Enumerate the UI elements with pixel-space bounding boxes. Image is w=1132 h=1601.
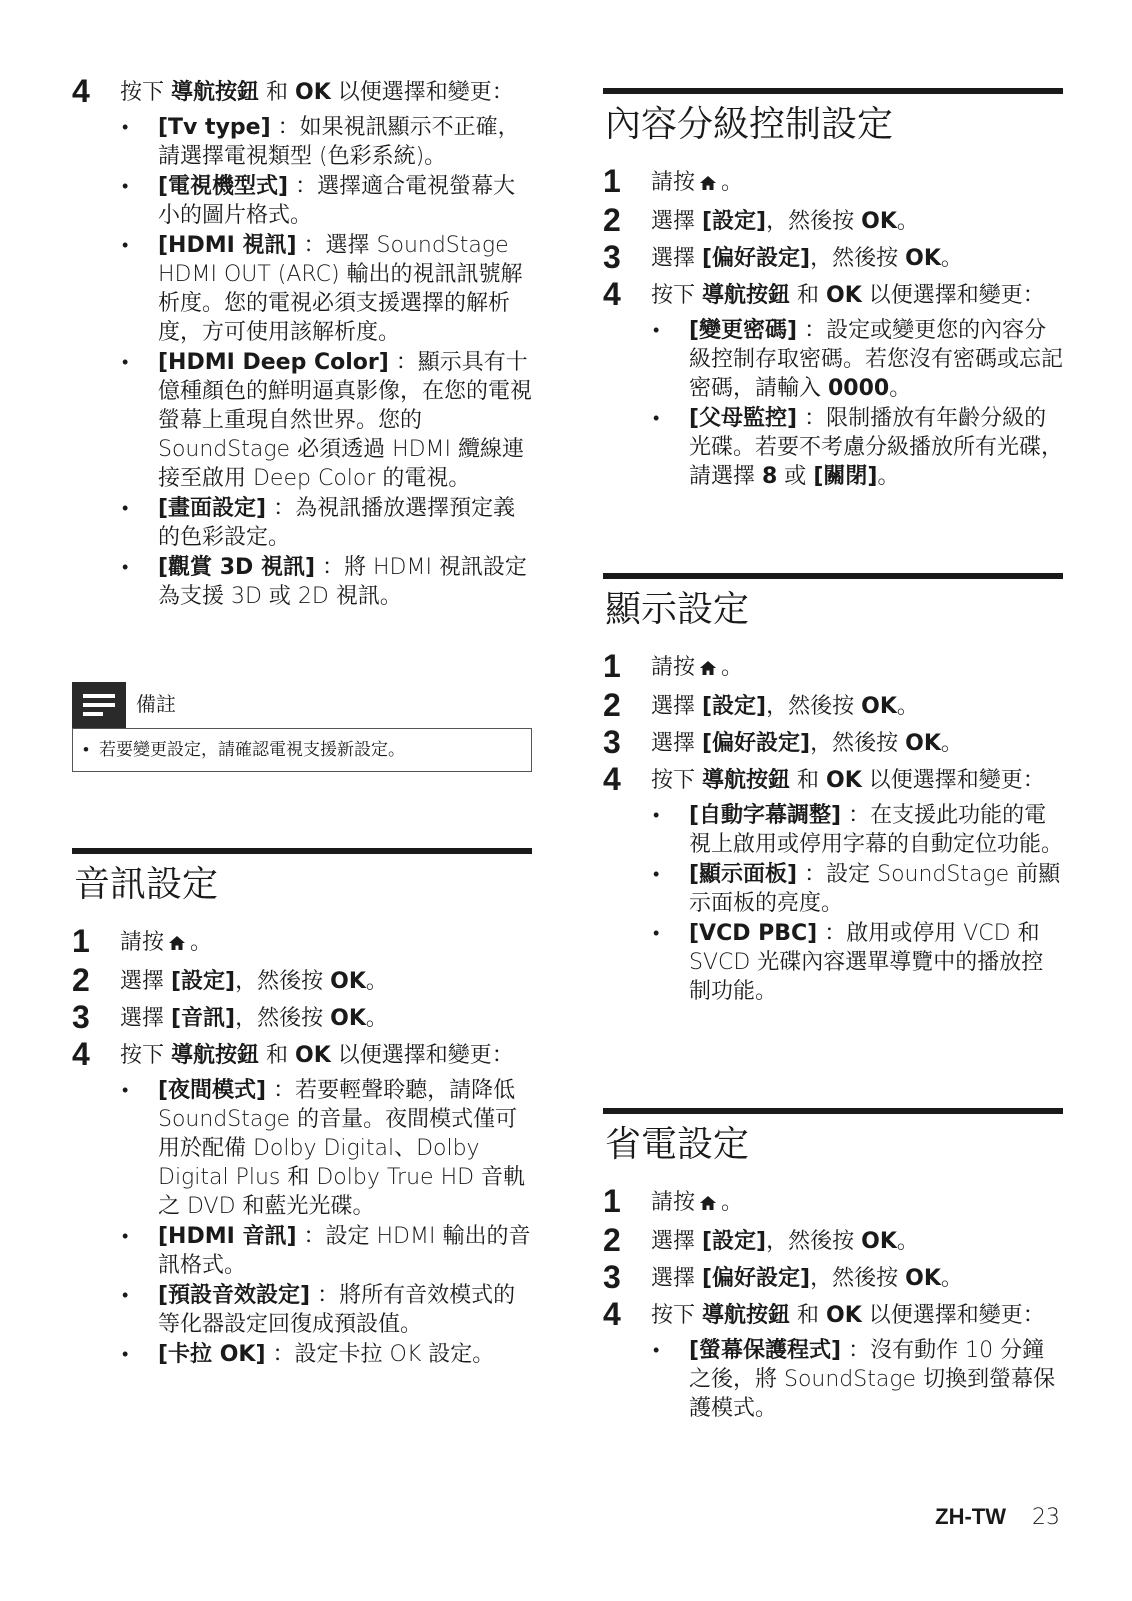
section-title: 音訊設定 xyxy=(74,864,219,905)
audio-settings-section xyxy=(72,848,532,1377)
list-item: • [電視機型式] ：選擇適合電視螢幕大小的圖片格式。 xyxy=(120,172,532,230)
power-saving-section xyxy=(603,1108,1063,1431)
home-icon xyxy=(699,655,717,684)
list-item: • [螢幕保護程式] ：沒有動作 10 分鐘之後，將 SoundStage 切換到螢幕保護模式。 xyxy=(651,1336,1063,1423)
section-divider xyxy=(603,573,1063,579)
step-1: 1 請按 。 xyxy=(603,648,744,684)
note-header xyxy=(72,682,532,728)
list-item: • [VCD PBC] ：啟用或停用 VCD 和 SVCD 光碟內容選單導覽中的播放控制功能。 xyxy=(651,919,1063,1006)
page-footer xyxy=(935,1503,1060,1532)
list-item: • [HDMI 音訊] ：設定 HDMI 輸出的音訊格式。 xyxy=(120,1222,532,1280)
list-item: • [預設音效設定] ：將所有音效模式的等化器設定回復成預設值。 xyxy=(120,1281,532,1339)
section-title: 顯示設定 xyxy=(605,589,750,630)
list-item: • [畫面設定] ：為視訊播放選擇預定義的色彩設定。 xyxy=(120,494,532,552)
list-item: • [夜間模式] ：若要輕聲聆聽，請降低 SoundStage 的音量。夜間模式僅可用於配備 Dolby Digital、Dolby Digital Plus 和 Dolby True HD 音軌之 DVD 和藍光光碟。 xyxy=(120,1076,532,1221)
step-4: 4 按下 導航按鈕 和 OK 以便選擇和變更： • [變更密碼] ：設定或變更您的內容分級控制存取密碼。若您沒有密碼或忘記密碼，請輸入 0000。 • [父母監控] ：限制播放有年齡分級的光碟。若要不考慮分級播放所有光碟，請選擇 8 或 [關閉]。 xyxy=(603,281,1063,491)
list-item: • [自動字幕調整] ：在支援此功能的電視上啟用或停用字幕的自動定位功能。 xyxy=(651,801,1063,859)
parental-control-section xyxy=(603,88,1063,499)
section-divider xyxy=(603,88,1063,94)
section-divider xyxy=(72,848,532,854)
list-item: • [觀賞 3D 視訊] ：將 HDMI 視訊設定為支援 3D 或 2D 視訊。 xyxy=(120,553,532,611)
step-2: 2 選擇 [設定]，然後按 OK。 xyxy=(603,202,919,238)
home-icon xyxy=(699,170,717,199)
step-2: 2 選擇 [設定]，然後按 OK。 xyxy=(603,1222,919,1258)
step-4: 4 按下 導航按鈕 和 OK 以便選擇和變更： • [螢幕保護程式] ：沒有動作 10 分鐘之後，將 SoundStage 切換到螢幕保護模式。 xyxy=(603,1301,1063,1423)
option-list xyxy=(120,113,532,611)
step-3: 3 選擇 [偏好設定]，然後按 OK。 xyxy=(603,724,963,760)
page-number: 23 xyxy=(1032,1505,1060,1530)
tv-settings-continued xyxy=(72,73,533,619)
note-label: 備註 xyxy=(136,692,176,716)
list-item: • [父母監控] ：限制播放有年齡分級的光碟。若要不考慮分級播放所有光碟，請選擇 8 或 [關閉]。 xyxy=(651,404,1063,491)
list-item: • [顯示面板] ：設定 SoundStage 前顯示面板的亮度。 xyxy=(651,860,1063,918)
step-1: 1 請按 。 xyxy=(603,1183,744,1219)
display-settings-section xyxy=(603,573,1063,1014)
list-item: • [HDMI 視訊] ：選擇 SoundStage HDMI OUT (ARC) 輸出的視訊訊號解析度。您的電視必須支援選擇的解析度，方可使用該解析度。 xyxy=(120,231,532,347)
note-box xyxy=(72,682,532,772)
note-icon xyxy=(72,682,126,728)
section-divider xyxy=(603,1108,1063,1114)
list-item: • [卡拉 OK] ：設定卡拉 OK 設定。 xyxy=(120,1340,532,1369)
section-title: 內容分級控制設定 xyxy=(605,104,894,145)
home-icon xyxy=(699,1190,717,1219)
step-3: 3 選擇 [偏好設定]，然後按 OK。 xyxy=(603,1259,963,1295)
step-4: 4 按下 導航按鈕 和 OK 以便選擇和變更： • [自動字幕調整] ：在支援此功能的電視上啟用或停用字幕的自動定位功能。 • [顯示面板] ：設定 SoundStage 前顯示面板的亮度。 • [VCD PBC] ：啟用或停用 VCD 和 SVCD 光碟內容選單導覽中的播放控制功能。 xyxy=(603,766,1063,1006)
step-4: 4 按下 導航按鈕 和 OK 以便選擇和變更： • [Tv type] ：如果視訊顯示不正確，請選擇電視類型 (色彩系統)。 • [電視機型式] ：選擇適合電視螢幕大小的圖片格式。 • [HDMI 視訊] ：選擇 SoundStage HDMI OUT (ARC) 輸出的視訊訊號解析度。您的電視必須支援選擇的解析度，方可使用該解析度。 • [HDMI Deep Color] ：顯示具有十億種顏色的鮮明逼真影像，在您的電視螢幕上重現自然世界。您的 SoundStage 必須透過 HDMI 纜線連接至啟用 Deep Color 的電視。 • [畫面設定] ：為視訊播放選擇預定義的色彩設定。 • [觀賞 3D 視訊] ：將 HDMI 視訊設定為支援 3D 或 2D 視訊。 xyxy=(72,78,532,611)
option-list xyxy=(120,1076,532,1369)
step-1: 1 請按 。 xyxy=(603,163,744,199)
list-item: • [HDMI Deep Color] ：顯示具有十億種顏色的鮮明逼真影像，在您的電視螢幕上重現自然世界。您的 SoundStage 必須透過 HDMI 纜線連接至啟用 Deep Color 的電視。 xyxy=(120,348,532,493)
home-icon xyxy=(168,930,186,959)
step-2: 2 選擇 [設定]，然後按 OK。 xyxy=(603,687,919,723)
option-list xyxy=(651,801,1063,1006)
step-number: 4 xyxy=(72,73,90,109)
language-code: ZH-TW xyxy=(935,1504,1006,1529)
step-3: 3 選擇 [偏好設定]，然後按 OK。 xyxy=(603,239,963,275)
step-1: 1 請按 。 xyxy=(72,923,213,959)
step-4: 4 按下 導航按鈕 和 OK 以便選擇和變更： • [夜間模式] ：若要輕聲聆聽，請降低 SoundStage 的音量。夜間模式僅可用於配備 Dolby Digital、Dolby Digital Plus 和 Dolby True HD 音軌之 DVD 和藍光光碟。 • [HDMI 音訊] ：設定 HDMI 輸出的音訊格式。 • [預設音效設定] ：將所有音效模式的等化器設定回復成預設值。 • [卡拉 OK] ：設定卡拉 OK 設定。 xyxy=(72,1041,532,1369)
note-text: 若要變更設定，請確認電視支援新設定。 xyxy=(98,740,405,760)
option-list xyxy=(651,1336,1063,1423)
step-3: 3 選擇 [音訊]，然後按 OK。 xyxy=(72,999,388,1035)
list-item: • [變更密碼] ：設定或變更您的內容分級控制存取密碼。若您沒有密碼或忘記密碼，請輸入 0000。 xyxy=(651,316,1063,403)
section-title: 省電設定 xyxy=(605,1124,750,1165)
list-item: • [Tv type] ：如果視訊顯示不正確，請選擇電視類型 (色彩系統)。 xyxy=(120,113,532,171)
note-body: • 若要變更設定，請確認電視支援新設定。 xyxy=(72,728,532,772)
step-2: 2 選擇 [設定]，然後按 OK。 xyxy=(72,962,388,998)
option-list xyxy=(651,316,1063,491)
